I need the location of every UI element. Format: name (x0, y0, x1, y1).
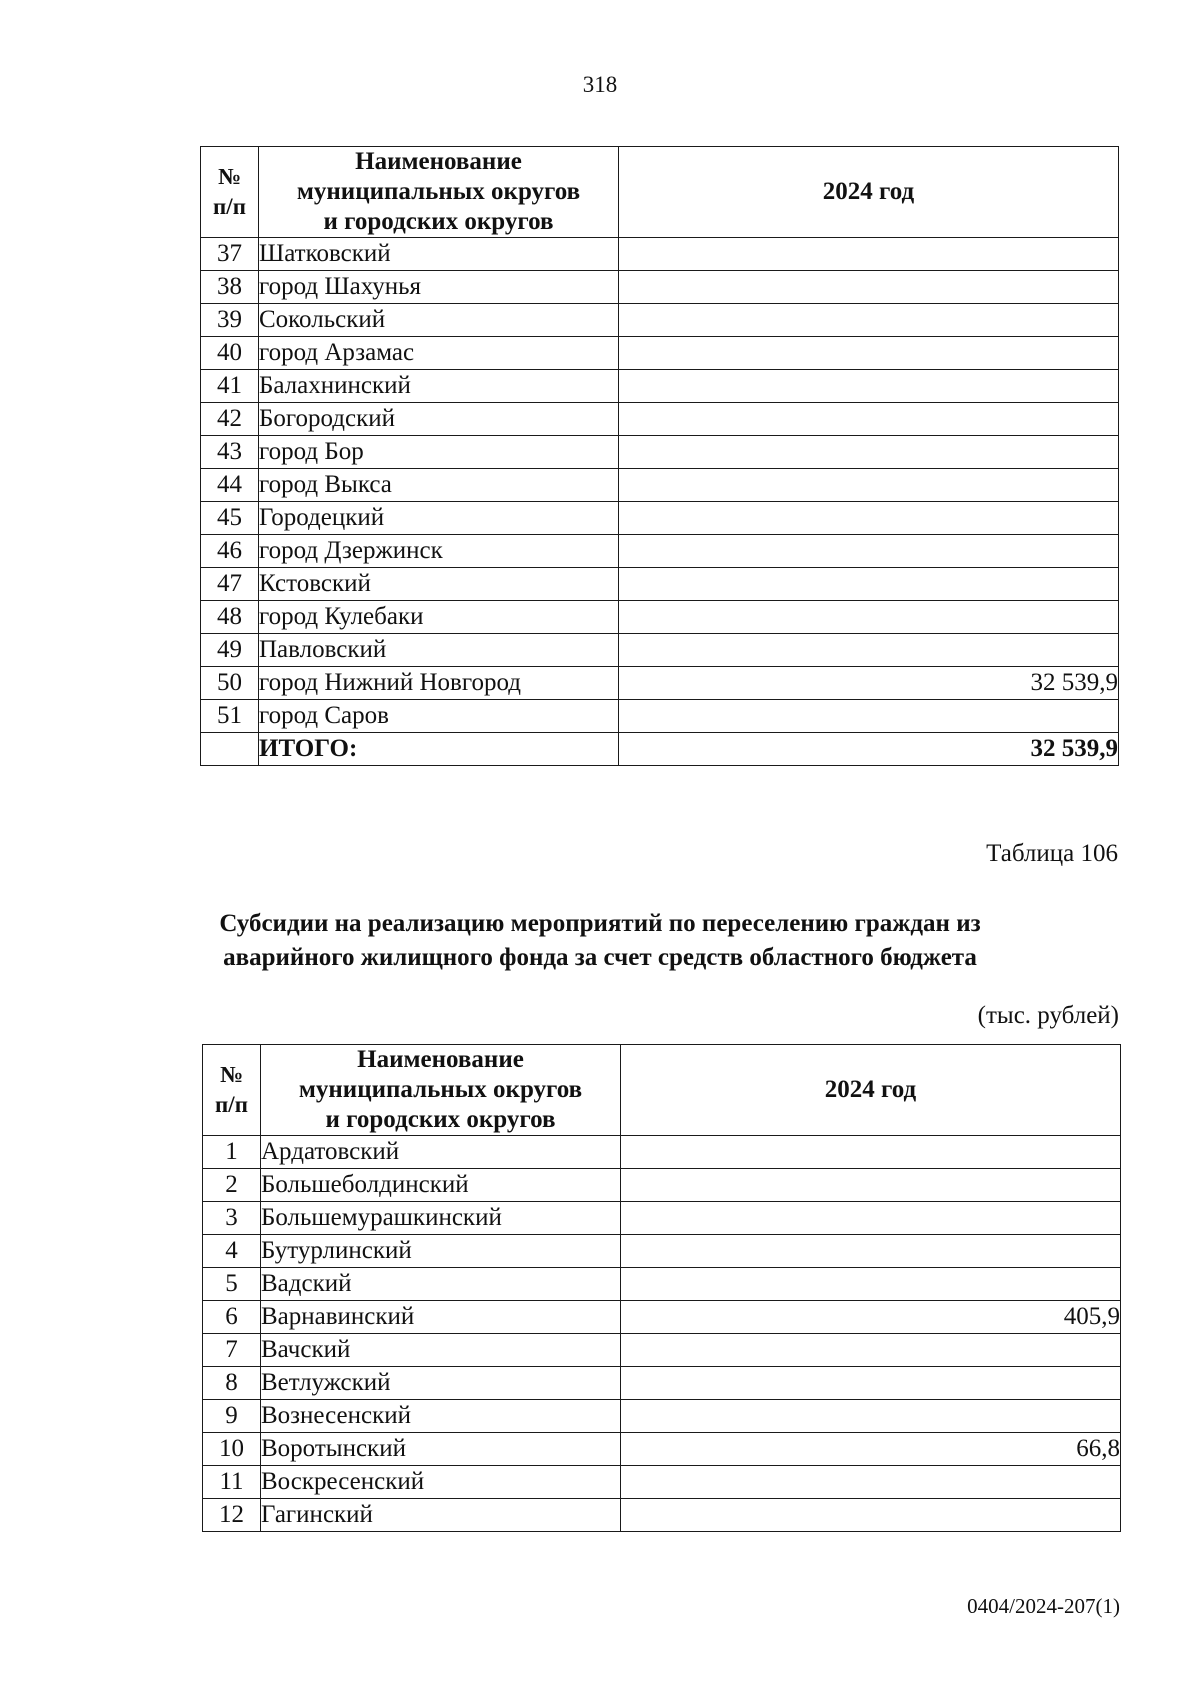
row-number: 10 (203, 1433, 261, 1466)
row-name: город Кулебаки (259, 601, 619, 634)
table-row (201, 436, 1119, 469)
table-caption: Таблица 106 (986, 840, 1118, 867)
table-row (203, 1235, 1121, 1268)
row-number: 39 (201, 304, 259, 337)
row-number: 9 (203, 1400, 261, 1433)
row-value (621, 1400, 1121, 1433)
row-value (619, 469, 1119, 502)
row-number: 46 (201, 535, 259, 568)
row-value (619, 502, 1119, 535)
row-value (619, 436, 1119, 469)
document-code: 0404/2024-207(1) (967, 1594, 1120, 1618)
row-number: 1 (203, 1136, 261, 1169)
table-row (201, 469, 1119, 502)
row-number: 44 (201, 469, 259, 502)
row-number: 38 (201, 271, 259, 304)
row-value: 66,8 (621, 1433, 1121, 1466)
row-value (619, 238, 1119, 271)
row-number: 7 (203, 1334, 261, 1367)
table-row (201, 337, 1119, 370)
header-number: № п/п (201, 147, 259, 238)
row-number: 37 (201, 238, 259, 271)
row-name: город Выкса (259, 469, 619, 502)
row-value (619, 271, 1119, 304)
table-row (201, 601, 1119, 634)
row-value (621, 1367, 1121, 1400)
subsidy-table-106 (202, 1044, 1121, 1532)
table-row (203, 1433, 1121, 1466)
section-title (0, 907, 1200, 975)
row-value (619, 568, 1119, 601)
table-body (201, 238, 1119, 733)
row-name: Городецкий (259, 502, 619, 535)
units-label: (тыс. рублей) (977, 1002, 1119, 1029)
table-row (201, 403, 1119, 436)
table-row (201, 535, 1119, 568)
row-number: 41 (201, 370, 259, 403)
table-row (203, 1136, 1121, 1169)
table-row (203, 1334, 1121, 1367)
row-value (619, 601, 1119, 634)
row-name: Балахнинский (259, 370, 619, 403)
total-row (201, 733, 1119, 766)
row-value (621, 1499, 1121, 1532)
row-number: 48 (201, 601, 259, 634)
header-year: 2024 год (619, 147, 1119, 238)
row-value (619, 634, 1119, 667)
table-row (203, 1301, 1121, 1334)
title-line-1: Субсидии на реализацию мероприятий по переселению граждан из (219, 910, 981, 937)
table-row (201, 502, 1119, 535)
table-header-row (203, 1045, 1121, 1136)
table-header-row (201, 147, 1119, 238)
row-number: 4 (203, 1235, 261, 1268)
subsidy-table-continued (200, 146, 1119, 766)
table-row (203, 1400, 1121, 1433)
row-name: Воротынский (261, 1433, 621, 1466)
table-row (203, 1202, 1121, 1235)
row-name: город Дзержинск (259, 535, 619, 568)
row-number: 40 (201, 337, 259, 370)
row-name: Варнавинский (261, 1301, 621, 1334)
row-name: город Саров (259, 700, 619, 733)
row-value (621, 1334, 1121, 1367)
row-value (621, 1235, 1121, 1268)
table-body (203, 1136, 1121, 1532)
header-name: Наименование муниципальных округов и городских округов (259, 147, 619, 238)
row-number: 51 (201, 700, 259, 733)
row-number: 45 (201, 502, 259, 535)
row-number: 6 (203, 1301, 261, 1334)
row-name: город Бор (259, 436, 619, 469)
row-name: Большеболдинский (261, 1169, 621, 1202)
table-row (201, 634, 1119, 667)
total-value: 32 539,9 (619, 733, 1119, 766)
row-value: 405,9 (621, 1301, 1121, 1334)
table-row (203, 1499, 1121, 1532)
row-number: 50 (201, 667, 259, 700)
page-number: 318 (582, 72, 618, 97)
row-number: 3 (203, 1202, 261, 1235)
row-value (619, 337, 1119, 370)
row-name: Бутурлинский (261, 1235, 621, 1268)
row-number: 12 (203, 1499, 261, 1532)
table-row (201, 238, 1119, 271)
row-value (619, 403, 1119, 436)
row-value (619, 304, 1119, 337)
table-row (201, 568, 1119, 601)
row-value (621, 1202, 1121, 1235)
table-row (201, 667, 1119, 700)
row-number: 43 (201, 436, 259, 469)
table-row (203, 1169, 1121, 1202)
row-name: Вознесенский (261, 1400, 621, 1433)
row-value (621, 1466, 1121, 1499)
row-number: 11 (203, 1466, 261, 1499)
row-number: 8 (203, 1367, 261, 1400)
row-number: 5 (203, 1268, 261, 1301)
header-name: Наименование муниципальных округов и городских округов (261, 1045, 621, 1136)
table-row (203, 1367, 1121, 1400)
row-name: Ардатовский (261, 1136, 621, 1169)
row-name: Кстовский (259, 568, 619, 601)
total-num-cell (201, 733, 259, 766)
row-number: 2 (203, 1169, 261, 1202)
row-name: Гагинский (261, 1499, 621, 1532)
row-name: город Нижний Новгород (259, 667, 619, 700)
row-name: Большемурашкинский (261, 1202, 621, 1235)
table-row (203, 1268, 1121, 1301)
row-name: Вачский (261, 1334, 621, 1367)
row-value (621, 1268, 1121, 1301)
title-line-2: аварийного жилищного фонда за счет средств областного бюджета (223, 944, 977, 971)
row-value (619, 370, 1119, 403)
row-name: Воскресенский (261, 1466, 621, 1499)
row-value (621, 1169, 1121, 1202)
total-label: ИТОГО: (259, 733, 619, 766)
row-name: город Шахунья (259, 271, 619, 304)
header-number: № п/п (203, 1045, 261, 1136)
row-value: 32 539,9 (619, 667, 1119, 700)
table-row (201, 700, 1119, 733)
row-number: 42 (201, 403, 259, 436)
header-year: 2024 год (621, 1045, 1121, 1136)
row-number: 47 (201, 568, 259, 601)
table-row (201, 271, 1119, 304)
row-name: Богородский (259, 403, 619, 436)
row-value (619, 535, 1119, 568)
table-row (201, 370, 1119, 403)
row-name: Павловский (259, 634, 619, 667)
table-row (201, 304, 1119, 337)
row-number: 49 (201, 634, 259, 667)
row-name: город Арзамас (259, 337, 619, 370)
row-value (621, 1136, 1121, 1169)
row-name: Шатковский (259, 238, 619, 271)
row-name: Сокольский (259, 304, 619, 337)
table-row (203, 1466, 1121, 1499)
row-name: Ветлужский (261, 1367, 621, 1400)
row-value (619, 700, 1119, 733)
row-name: Вадский (261, 1268, 621, 1301)
